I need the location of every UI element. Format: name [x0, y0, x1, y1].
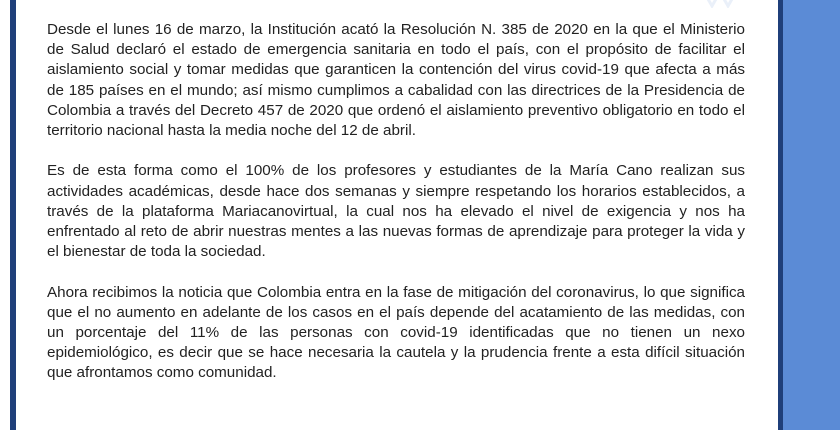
paragraph-2: Es de esta forma como el 100% de los profesores y estudiantes de la María Cano realizan sus actividades académicas, desde hace dos semanas y siempre respetando los horarios establecidos, a través de la plataforma Mariacanovirtual, la cual nos ha elevado el nivel de exigencia y nos ha enfrentado al reto de abrir nuestras mentes a las nuevas formas de aprendizaje para proteger la vida y el bienestar de toda la sociedad.	[47, 162, 745, 261]
left-border-frame	[10, 0, 16, 430]
document-body	[47, 20, 745, 404]
paragraph-3: Ahora recibimos la noticia que Colombia entra en la fase de mitigación del coronavirus, lo que significa que el no aumento en adelante de los casos en el país depende del acatamiento de las medidas, con un porcentaje del 11% de las personas con covid-19 identificadas que no tienen un nexo epidemiológico, es decir que se hace necesaria la cautela y la prudencia frente a esta difícil situación que afrontamos como comunidad.	[47, 283, 745, 382]
right-side-bar	[783, 0, 840, 430]
paragraph-1: Desde el lunes 16 de marzo, la Institución acató la Resolución N. 385 de 2020 en la que el Ministerio de Salud declaró el estado de emergencia sanitaria en todo el país, con el propósito de facilitar el aislamiento social y tomar medidas que garanticen la contención del virus covid-19 que afecta a más de 185 países en el mundo; así mismo cumplimos a cabalidad con las directrices de la Presidencia de Colombia a través del Decreto 457 de 2020 que ordenó el aislamiento preventivo obligatorio en todo el territorio nacional hasta la media noche del 12 de abril.	[47, 21, 745, 140]
watermark-logo-icon	[700, 0, 740, 8]
